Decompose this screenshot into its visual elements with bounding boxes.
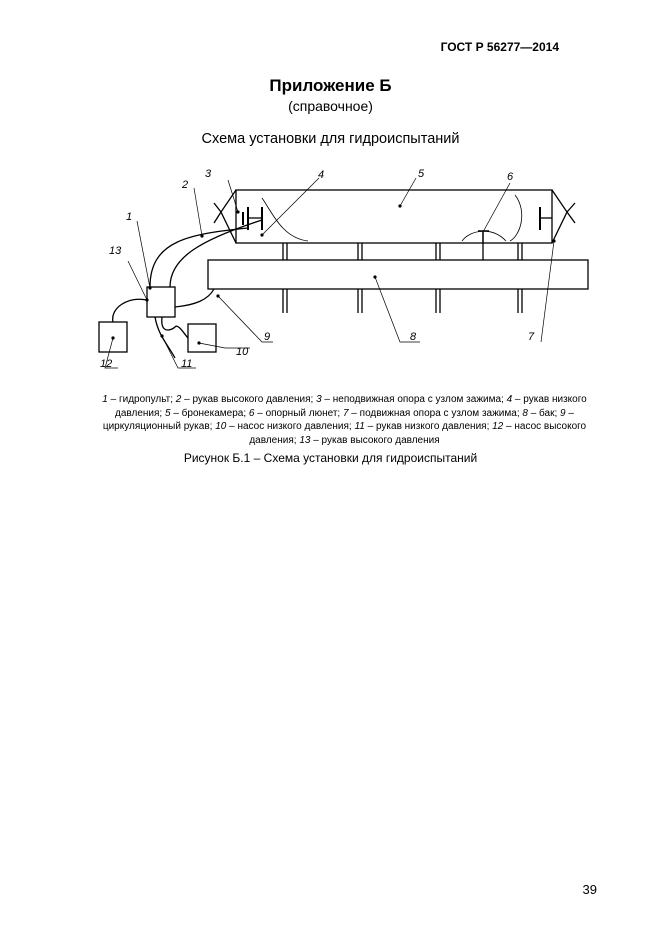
callout-13: 13 bbox=[109, 245, 122, 257]
figure-legend bbox=[92, 393, 597, 447]
legend-num: 2 bbox=[175, 394, 182, 405]
legend-text: – рукав низкого давления; bbox=[115, 394, 587, 419]
callout-5: 5 bbox=[418, 168, 425, 180]
legend-num: 7 bbox=[342, 407, 349, 419]
legend-text: – бронекамера; bbox=[170, 407, 249, 419]
low-pressure-pump bbox=[188, 324, 216, 352]
legend-text: – насос низкого давления; bbox=[226, 421, 355, 433]
callout-11: 11 bbox=[181, 358, 193, 370]
low-pressure-hose bbox=[170, 220, 262, 287]
callout-10: 10 bbox=[236, 346, 249, 358]
legend-text: – подвижная опора с узлом зажима; bbox=[348, 407, 523, 419]
legend-text: – опорный люнет; bbox=[254, 407, 343, 419]
installation-diagram bbox=[0, 160, 661, 385]
page-number: 39 bbox=[582, 882, 597, 897]
low-pressure-hose-11 bbox=[162, 317, 188, 338]
legend-num: 8 bbox=[522, 407, 528, 419]
circulation-hose bbox=[175, 289, 214, 307]
callout-12: 12 bbox=[100, 358, 113, 370]
legend-text: – рукав высокого давления bbox=[310, 434, 440, 446]
callout-9: 9 bbox=[264, 331, 271, 343]
legend-text: – бак; bbox=[527, 407, 561, 419]
armored-chamber bbox=[236, 190, 552, 243]
legend-text: – рукав низкого давления; bbox=[364, 421, 493, 433]
legend-num: 13 bbox=[299, 434, 311, 446]
high-pressure-hose-13 bbox=[113, 299, 147, 322]
legend-num: 3 bbox=[316, 394, 322, 405]
callout-4: 4 bbox=[318, 169, 325, 181]
legend-text: – рукав высокого давления; bbox=[181, 394, 317, 405]
hydropult bbox=[147, 287, 175, 317]
appendix-title: Приложение Б bbox=[269, 76, 392, 95]
legend-text: – гидропульт; bbox=[107, 394, 176, 405]
standard-number: ГОСТ Р 56277—2014 bbox=[440, 40, 559, 54]
tank bbox=[208, 260, 588, 289]
movable-support bbox=[552, 190, 567, 243]
legend-num: 4 bbox=[506, 394, 513, 405]
callout-8: 8 bbox=[410, 331, 417, 343]
lunette bbox=[478, 231, 489, 243]
figure-caption: Рисунок Б.1 – Схема установки для гидроиспытаний bbox=[183, 451, 478, 465]
legend-num: 9 bbox=[560, 407, 566, 419]
callout-2: 2 bbox=[182, 179, 189, 191]
legend-text: – насос высокого давления; bbox=[249, 421, 587, 446]
callout-6: 6 bbox=[507, 171, 514, 183]
callout-1: 1 bbox=[126, 211, 133, 223]
legend-num: 12 bbox=[492, 421, 504, 433]
appendix-subtitle: (справочное) bbox=[288, 98, 373, 114]
legend-text: – циркуляционный рукав; bbox=[102, 407, 574, 433]
legend-num: 10 bbox=[215, 421, 227, 433]
legend-num: 6 bbox=[248, 407, 255, 419]
legend-text: – неподвижная опора с узлом зажима; bbox=[321, 394, 507, 405]
legend-num: 5 bbox=[165, 407, 171, 419]
callout-3: 3 bbox=[205, 168, 212, 180]
scheme-title: Схема установки для гидроиспытаний bbox=[201, 131, 460, 147]
legend-num: 11 bbox=[354, 421, 365, 433]
legend-num: 1 bbox=[102, 394, 108, 405]
callout-7: 7 bbox=[528, 331, 535, 343]
